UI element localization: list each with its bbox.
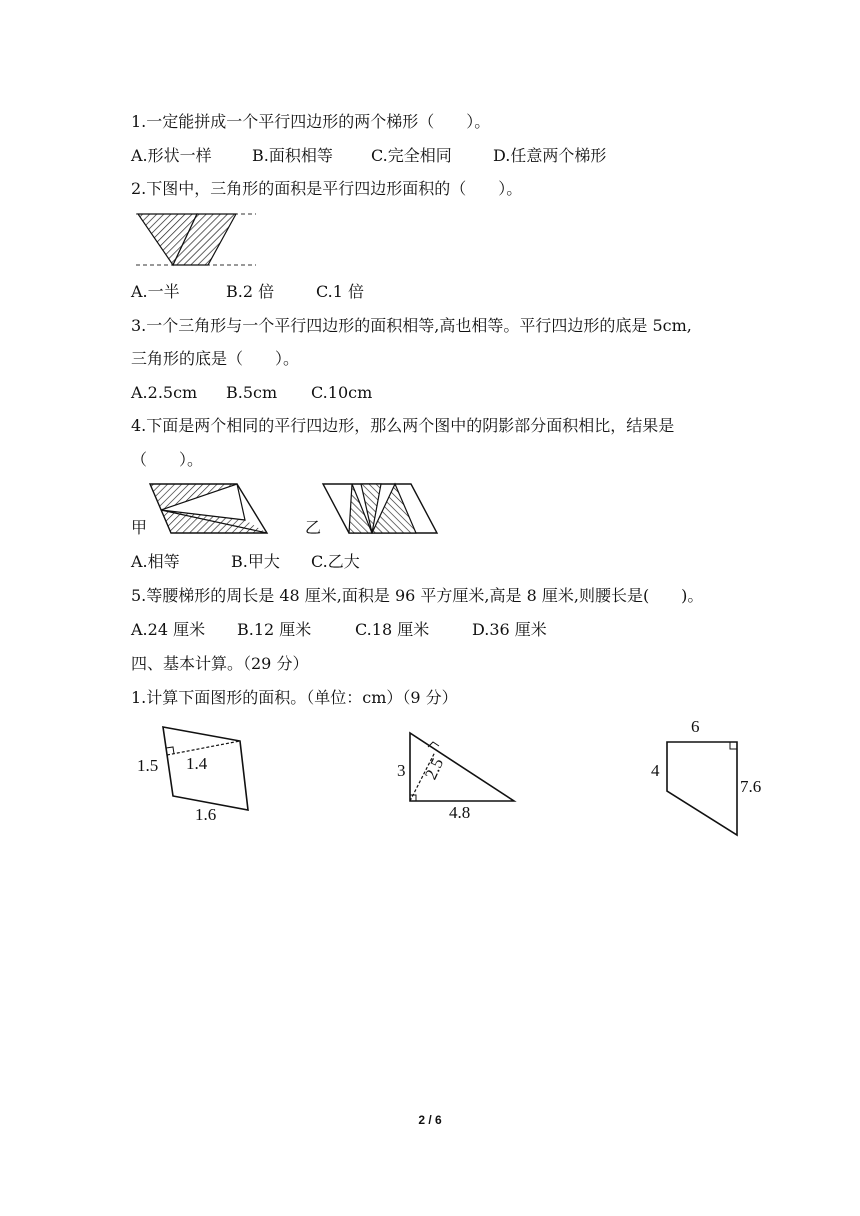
- q3-option-b: B.5cm: [226, 383, 278, 402]
- q4-label-yi: 乙: [305, 518, 322, 537]
- triangle-side-label: 3: [397, 761, 406, 780]
- q4-option-c: C.乙大: [311, 552, 360, 571]
- q3-option-c: C.10cm: [311, 383, 373, 402]
- q2-option-b: B.2 倍: [226, 282, 275, 301]
- q1-option-b: B.面积相等: [252, 146, 333, 165]
- triangle-base-label: 4.8: [449, 803, 471, 822]
- parallelogram-left-label: 1.5: [137, 756, 159, 775]
- q4-stem-line2: （ ）。: [131, 450, 204, 469]
- q5-option-a: A.24 厘米: [131, 620, 206, 639]
- section4-heading: 四、基本计算。（29 分）: [131, 654, 309, 673]
- triangle-height-label: 2.5: [421, 755, 448, 783]
- q5-option-b: B.12 厘米: [237, 620, 312, 639]
- q5-option-c: C.18 厘米: [355, 620, 430, 639]
- q4-label-jia: 甲: [131, 518, 148, 537]
- q3-options: [131, 383, 531, 403]
- q1-options: [131, 146, 731, 166]
- q1-option-c: C.完全相同: [371, 146, 452, 165]
- section4-sub1: 1.计算下面图形的面积。（单位：cm）（9 分）: [131, 688, 458, 707]
- parallelogram-height-label: 1.4: [186, 754, 208, 773]
- trapezoid-left-label: 4: [651, 761, 660, 780]
- q2-option-a: A.一半: [131, 282, 180, 301]
- trapezoid-right-label: 7.6: [740, 777, 762, 796]
- q1-option-a: A.形状一样: [131, 146, 212, 165]
- q2-option-c: C.1 倍: [316, 282, 365, 301]
- q4-option-a: A.相等: [131, 552, 180, 571]
- page-number: 2 / 6: [418, 1113, 442, 1127]
- q1-option-d: D.任意两个梯形: [493, 146, 607, 165]
- calc-trapezoid-figure: [660, 735, 745, 840]
- calc-triangle-figure: [400, 725, 525, 810]
- trapezoid-top-label: 6: [691, 717, 700, 736]
- q5-stem: 5.等腰梯形的周长是 48 厘米,面积是 96 平方厘米,高是 8 厘米,则腰长是( )。: [131, 586, 704, 605]
- q3-option-a: A.2.5cm: [131, 383, 198, 402]
- q5-option-d: D.36 厘米: [472, 620, 547, 639]
- q4-stem-line1: 4.下面是两个相同的平行四边形，那么两个图中的阴影部分面积相比，结果是: [131, 416, 675, 435]
- q4-options: [131, 552, 531, 572]
- q1-stem: 1.一定能拼成一个平行四边形的两个梯形（ ）。: [131, 112, 491, 131]
- q3-stem-line2: 三角形的底是（ ）。: [131, 349, 300, 368]
- parallelogram-base-label: 1.6: [195, 805, 217, 824]
- q2-options: [131, 282, 531, 302]
- q2-figure: [130, 205, 260, 275]
- q2-stem: 2.下图中，三角形的面积是平行四边形面积的（ ）。: [131, 179, 523, 198]
- q3-stem-line1: 3.一个三角形与一个平行四边形的面积相等,高也相等。平行四边形的底是 5cm,: [131, 316, 692, 335]
- q4-figure-jia: [145, 478, 275, 538]
- q4-option-b: B.甲大: [231, 552, 280, 571]
- q5-options: [131, 620, 631, 640]
- q4-figure-yi: [320, 478, 445, 538]
